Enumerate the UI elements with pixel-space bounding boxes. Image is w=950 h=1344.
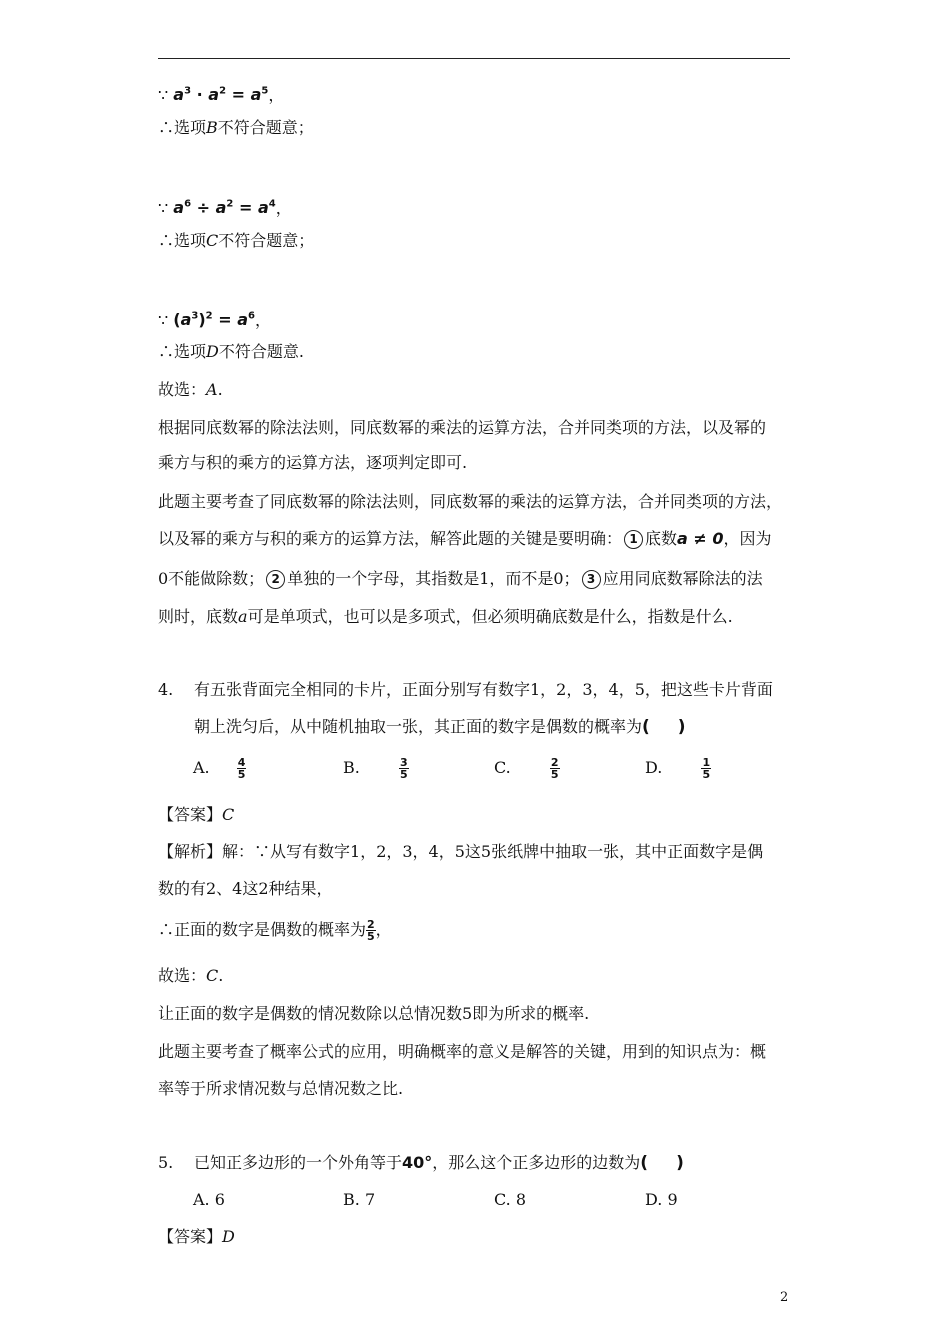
circled-number-1: 1 xyxy=(624,530,643,549)
q5-question: 已知正多边形的一个外角等于40°，那么这个正多边形的边数为( ) xyxy=(194,1153,684,1173)
q4-option-a[interactable]: A. $\frac{4}{5}$ xyxy=(193,756,246,781)
q4-option-d[interactable]: D. $\frac{1}{5}$ xyxy=(645,756,711,781)
q5-option-c[interactable]: C. 8 xyxy=(494,1190,527,1209)
q5-option-b[interactable]: B. 7 xyxy=(343,1190,376,1209)
q4-comment-line2: 率等于所求情况数与总情况数之比. xyxy=(158,1079,404,1098)
q3-comment-line4: 则时，底数a可是单项式，也可以是多项式，但必须明确底数是什么，指数是什么. xyxy=(158,607,733,626)
q4-option-c[interactable]: C. $\frac{2}{5}$ xyxy=(494,756,559,781)
q5-option-a[interactable]: A. 6 xyxy=(193,1190,225,1209)
q3-analysis-line2: 乘方与积的乘方的运算方法，逐项判定即可. xyxy=(158,453,468,472)
equation-b: ∵ $a^3 \cdot a^2 = a^5$， xyxy=(158,85,285,105)
q3-choice: 故选：A. xyxy=(158,380,223,399)
q4-answer: 【答案】C xyxy=(158,805,235,824)
q4-line2: 朝上洗匀后，从中随机抽取一张，其正面的数字是偶数的概率为( ) xyxy=(194,717,686,737)
q4-number: 4. xyxy=(158,680,174,699)
because-symbol: ∵ xyxy=(158,85,169,105)
page-number: 2 xyxy=(780,1290,789,1305)
q4-analysis-line2: 数的有2、4这2种结果， xyxy=(158,879,333,898)
header-rule xyxy=(158,58,790,59)
q4-comment-line1: 此题主要考查了概率公式的应用，明确概率的意义是解答的关键，用到的知识点为：概 xyxy=(158,1042,767,1061)
circled-number-3: 3 xyxy=(582,570,601,589)
circled-number-2: 2 xyxy=(266,570,285,589)
q5-answer: 【答案】D xyxy=(158,1227,235,1246)
q5-option-d[interactable]: D. 9 xyxy=(645,1190,678,1209)
q4-note: 让正面的数字是偶数的情况数除以总情况数5即为所求的概率. xyxy=(158,1004,590,1023)
conclusion-c: ∴选项C不符合题意； xyxy=(158,231,315,250)
q4-line1: 有五张背面完全相同的卡片，正面分别写有数字1，2，3，4，5，把这些卡片背面 xyxy=(194,680,773,699)
q3-comment-line3: 0不能做除数； 2 单独的一个字母，其指数是1，而不是0； 3 应用同底数幂除法的法 xyxy=(158,569,763,588)
q4-analysis-line1: 【解析】解：∵从写有数字1，2，3，4，5这5张纸牌中抽取一张，其中正面数字是偶 xyxy=(158,842,764,861)
q4-choice: 故选：C. xyxy=(158,966,224,985)
q3-comment-line1: 此题主要考查了同底数幂的除法法则，同底数幂的乘法的运算方法，合并同类项的方法， xyxy=(158,492,783,511)
conclusion-d: ∴选项D不符合题意. xyxy=(158,342,304,361)
q4-option-b[interactable]: B. $\frac{3}{5}$ xyxy=(343,756,408,781)
conclusion-b: ∴选项B不符合题意； xyxy=(158,118,314,137)
equation-c: ∵ $a^6 \div a^2 = a^4$， xyxy=(158,198,292,218)
equation-d: ∵ $(a^3)^2 = a^6$， xyxy=(158,310,271,330)
q4-probability: ∴正面的数字是偶数的概率为 $\frac{2}{5}$ ， xyxy=(158,918,392,943)
q5-number: 5. xyxy=(158,1153,174,1172)
q3-analysis-line1: 根据同底数幂的除法法则，同底数幂的乘法的运算方法，合并同类项的方法，以及幂的 xyxy=(158,418,767,437)
q3-comment-line2: 以及幂的乘方与积的乘方的运算方法，解答此题的关键是要明确： 1 底数a ≠ 0，因为 xyxy=(158,529,772,548)
